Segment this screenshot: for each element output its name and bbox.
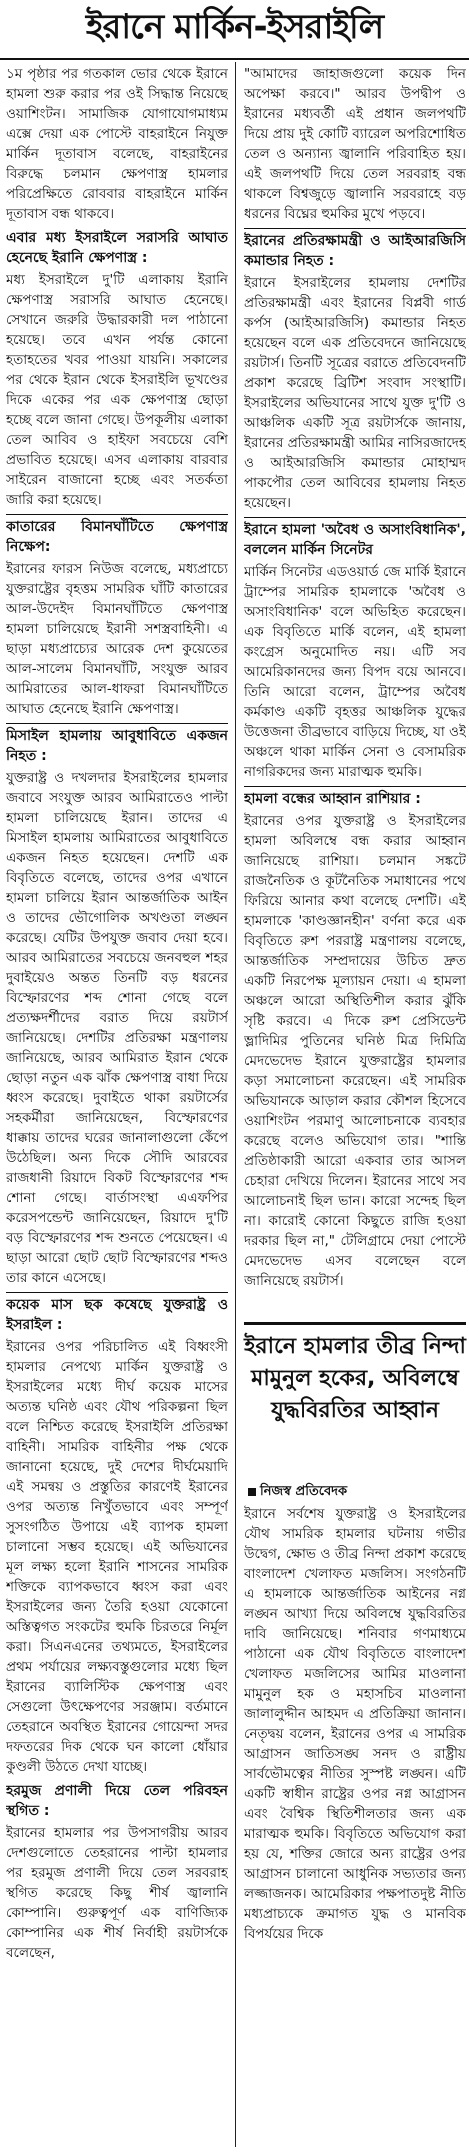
column-divider [235, 62, 236, 2147]
paragraph-hormuz: ইরানের হামলার পর উপসাগরীয় আরব দেশগুলোতে তেহরানের পাল্টা হামলার পর হরমুজ প্রণালী দিয়ে তেল সরবরাহ স্থগিত করেছে কিছু শীর্ষ জ্বালানি কোম্পানি। গুরুত্বপূর্ণ এক বাণিজ্যিক কোম্পানির এক শীর্ষ নির্বাহী রয়টার্সকে বলেছেন, [6, 1825, 228, 1961]
subhead-abu-dhabi: মিসাইল হামলায় আবুধাবিতে একজন নিহত : [6, 728, 228, 764]
paragraph-months-planning: ইরানের ওপর পরিচালিত এই বিধ্বংসী হামলার নেপথ্যে মার্কিন যুক্তরাষ্ট্র ও ইসরাইলের মধ্যে দীর্ঘ কয়েক মাসের অত্যন্ত ঘনিষ্ঠ এবং যৌথ পরিকল্পনা ছিল বলে নিশ্চিত করেছে ইসরাইলি প্রতিরক্ষা বাহিনী। সামরিক বাহিনীর পক্ষ থেকে জানানো হয়েছে, দুই দেশের দীর্ঘমেয়াদি এই সমন্বয় ও প্রস্তুতির কারণেই ইরানের ওপর অত্যন্ত নিখুঁতভাবে এবং সম্পূর্ণ সুসংগঠিত উপায়ে এই ব্যাপক হামলা চালানো সম্ভব হয়েছে। এই অভিযানের মূল লক্ষ্য হলো ইরানি শাসনের সামরিক শক্তিকে ব্যাপকভাবে ধ্বংস করা এবং ইসরাইলের জন্য তৈরি হওয়া যেকোনো অস্তিত্বগত সংকটের হুমকি চিরতরে নির্মূল করা। সিএনএনের তথ্যমতে, ইসরাইলের প্রথম পর্যায়ের লক্ষ্যবস্তুগুলোর মধ্যে ছিল ইরানের ব্যালিস্টিক ক্ষেপণাস্ত্র এবং সেগুলো উৎক্ষেপণের সরঞ্জাম। বর্তমানে তেহরানে অবস্থিত ইরানের গোয়েন্দা সদর দফতরের দিক থেকে ঘন কালো ধোঁয়ার কুণ্ডলী উঠতে দেখা যাচ্ছে। [6, 1339, 228, 1775]
subhead-hormuz: হরমুজ প্রণালী দিয়ে তেল পরিবহন স্থগিত : [6, 1783, 228, 1819]
paragraph-ships-wait: "আমাদের জাহাজগুলো কয়েক দিন অপেক্ষা করবে।" আরব উপদ্বীপ ও ইরানের মধ্যবর্তী এই প্রধান জলপথটি দিয়ে প্রায় দুই কোটি ব্যারেল অপরিশোধিত তেল ও অন্যান্য জ্বালানি পরিবাহিত হয়। এই জলপথটি দিয়ে তেল সরবরাহ বন্ধ থাকলে বিশ্বজুড়ে জ্বালানি সরবরাহে বড় ধরনের বিঘ্নের হুমকির মুখে পড়বে। [244, 66, 466, 222]
subhead-defense-minister: ইরানের প্রতিরক্ষামন্ত্রী ও আইআরজিসি কমান্ডার নিহত : [244, 233, 466, 269]
subhead-russia: হামলা বন্ধের আহ্বান রাশিয়ার : [244, 791, 421, 807]
section-rule [244, 517, 466, 518]
bullet-square-icon [248, 1488, 256, 1496]
second-article-byline [248, 1482, 463, 1503]
second-article-paragraph: ইরানে সর্বশেষ যুক্তরাষ্ট্র ও ইসরাইলের যৌথ সামরিক হামলার ঘটনায় গভীর উদ্বেগ, ক্ষোভ ও তীব্র নিন্দা প্রকাশ করেছে বাংলাদেশ খেলাফত মজলিস। সংগঠনটি এ হামলাকে আন্তর্জাতিক আইনের নগ্ন লঙ্ঘন আখ্যা দিয়ে অবিলম্বে যুদ্ধবিরতির দাবি জানিয়েছে। শনিবার গণমাধ্যমে পাঠানো এক যৌথ বিবৃতিতে বাংলাদেশ খেলাফত মজলিসের আমির মাওলানা মামুনুল হক ও মহাসচিব মাওলানা জালালুদ্দীন আহমদ এ প্রতিক্রিয়া জানান। নেতৃদ্বয় বলেন, ইরানের ওপর এ সামরিক আগ্রাসন জাতিসঙ্ঘ সনদ ও রাষ্ট্রীয় সার্বভৌমত্বের নীতির সুস্পষ্ট লঙ্ঘন। এটি একটি স্বাধীন রাষ্ট্রের ওপর নগ্ন আগ্রাসন এবং বৈশ্বিক স্থিতিশীলতার জন্য এক মারাত্মক হুমকি। বিবৃতিতে অভিযোগ করা হয় যে, শক্তির জোরে অন্য রাষ্ট্রের ওপর আগ্রাসন চালানো আধুনিক সভ্যতার জন্য লজ্জাজনক। আমেরিকার পক্ষপাতদুষ্ট নীতি মধ্যপ্রাচ্যকে ক্রমাগত যুদ্ধ ও মানবিক বিপর্যয়ের দিকে [244, 1506, 466, 1942]
paragraph-us-senator: মার্কিন সিনেটর এডওয়ার্ড জে মার্কি ইরানে ট্রাম্পের সামরিক হামলাকে 'অবৈধ ও অসাংবিধানিক' বলে অভিহিত করেছেন। এক বিবৃতিতে মার্কি বলেন, এই হামলা কংগ্রেস অনুমোদিত নয়। এটি সব আমেরিকানদের জন্য বিপদ বয়ে আনবে। তিনি আরো বলেন, ট্রাম্পের অবৈধ কর্মকাণ্ড একটি বৃহত্তর আঞ্চলিক যুদ্ধের উত্তেজনা তীব্রভাবে বাড়িয়ে দিচ্ছে, যা ওই অঞ্চলে থাকা মার্কিন সেনা ও বেসামরিক নাগরিকদের জন্য মারাত্মক হুমকি। [244, 564, 466, 780]
section-rule [6, 514, 228, 515]
subhead-central-israel: এবার মধ্য ইসরাইলে সরাসরি আঘাত হেনেছে ইরানি ক্ষেপণাস্ত্র : [6, 230, 228, 266]
subhead-months-planning: কয়েক মাস ছক কষেছে যুক্তরাষ্ট্র ও ইসরাইল : [6, 1297, 228, 1333]
subhead-qatar-base: কাতারের বিমানঘাঁটিতে ক্ষেপণাস্ত্র নিক্ষেপ: [6, 519, 228, 555]
paragraph-central-israel: মধ্য ইসরাইলে দু'টি এলাকায় ইরানি ক্ষেপণাস্ত্র সরাসরি আঘাত হেনেছে। সেখানে জরুরি উদ্ধারকারী দল পাঠানো হয়েছে। তবে এখন পর্যন্ত কোনো হতাহতের খবর পাওয়া যায়নি। সকালের পর থেকে ইরান থেকে ইসরাইলি ভূখণ্ডের দিকে একের পর এক ক্ষেপণাস্ত্র ছোড়া হচ্ছে বলে জানা গেছে। উপকূলীয় এলাকা তেল আবিব ও হাইফা সবচেয়ে বেশি প্রভাবিত হয়েছে। এসব এলাকায় বারবার সাইরেন বাজানো হচ্ছে এবং সতর্কতা জারি করা হয়েছে। [6, 272, 228, 508]
page-headline: ইরানে মার্কিন-ইসরাইলি [0, 0, 469, 60]
section-rule [6, 1292, 228, 1293]
second-article-headline: ইরানে হামলার তীব্র নিন্দা মামুনুল হকের, অবিলম্বে যুদ্ধবিরতির আহ্বান [244, 1322, 466, 1481]
right-column [244, 64, 466, 1314]
section-rule [244, 228, 466, 229]
intro-paragraph: ১ম পৃষ্ঠার পর গতকাল ভোর থেকে ইরানে হামলা শুরু করার পর ওই সিদ্ধান্ত নিয়েছে ওয়াশিংটন। সামাজিক যোগাযোগমাধ্যম এক্সে দেয়া এক পোস্টে বাহরাইনে নিযুক্ত মার্কিন দূতাবাস বলেছে, বাহরাইনের বিরুদ্ধে চলমান ক্ষেপণাস্ত্র হামলার পরিপ্রেক্ষিতে রোববার বাহরাইনে মার্কিন দূতাবাস বন্ধ থাকবে। [6, 66, 228, 222]
second-article-body [244, 1504, 466, 2146]
byline-text: নিজস্ব প্রতিবেদক [260, 1484, 348, 1499]
paragraph-qatar-base: ইরানের ফারস নিউজ বলেছে, মধ্যপ্রাচ্যে যুক্তরাষ্ট্রের বৃহত্তম সামরিক ঘাঁটি কাতারের আল-উদেইদ বিমানঘাঁটিতে ক্ষেপণাস্ত্র হামলা চালিয়েছে ইরানী সশস্ত্রবাহিনী। এ ছাড়া মধ্যপ্রাচ্যের আরেক দেশ কুয়েতের আল-সালেম বিমানঘাঁটি, সংযুক্ত আরব আমিরাতের আল-ধাফরা বিমানঘাঁটিতে আঘাত হেনেছে ইরানি ক্ষেপণাস্ত্র। [6, 561, 228, 717]
section-rule [244, 786, 466, 787]
paragraph-abu-dhabi: যুক্তরাষ্ট্র ও দখলদার ইসরাইলের হামলার জবাবে সংযুক্ত আরব আমিরাতেও পাল্টা হামলা চালিয়েছে ইরান। তাদের এ মিসাইল হামলায় আমিরাতের আবুধাবিতে একজন নিহত হয়েছেন। দেশটি এক বিবৃতিতে বলেছে, তাদের ওপর এখানে হামলা চালিয়ে ইরান আন্তর্জাতিক আইন ও তাদের ভৌগোলিক অখণ্ডতা লঙ্ঘন করেছে। যেটির উপযুক্ত জবাব দেয়া হবে। আরব আমিরাতের সবচেয়ে জনবহুল শহর দুবাইয়েও অন্তত তিনটি বড় ধরনের বিস্ফোরণের শব্দ শোনা গেছে বলে প্রত্যক্ষদর্শীদের বরাত দিয়ে রয়টার্স জানিয়েছে। দেশটির প্রতিরক্ষা মন্ত্রণালয় জানিয়েছে, আরব আমিরাত ইরান থেকে ছোড়া নতুন এক ঝাঁক ক্ষেপণাস্ত্র বাধা দিয়ে ধ্বংস করেছে। দুবাইতে থাকা রয়টার্সের সহকর্মীরা জানিয়েছেন, বিস্ফোরণের ধাক্কায় তাদের ঘরের জানালাগুলো কেঁপে উঠেছিল। অন্য দিকে সৌদি আরবের রাজধানী রিয়াদে বিকট বিস্ফোরণের শব্দ শোনা গেছে। বার্তাসংস্থা এএফপির করেসপন্ডেন্ট জানিয়েছেন, রিয়াদে দু'টি বড় বিস্ফোরণের শব্দ শুনতে পেয়েছেন। এ ছাড়া আরো ছোট ছোট বিস্ফোরণের শব্দও তার কানে এসেছে। [6, 770, 228, 1286]
left-column [6, 64, 228, 2146]
subhead-us-senator: ইরানে হামলা 'অবৈধ ও অসাংবিধানিক', বললেন মার্কিন সিনেটর [244, 522, 466, 558]
paragraph-russia: ইরানের ওপর যুক্তরাষ্ট্র ও ইসরাইলের হামলা অবিলম্বে বন্ধ করার আহ্বান জানিয়েছে রাশিয়া। চলমান সঙ্কটে রাজনৈতিক ও কূটনৈতিক সমাধানের পথে ফিরিয়ে আনার কথা বলেছে দেশটি। এই হামলাকে 'কাণ্ডজ্ঞানহীন' বর্ণনা করে এক বিবৃতিতে রুশ পররাষ্ট্র মন্ত্রণালয় বলেছে, আন্তর্জাতিক সম্প্রদায়ের উচিত দ্রুত একটি নিরপেক্ষ মূল্যায়ন দেয়া। এ হামলা অঞ্চলে আরো অস্থিতিশীল করার ঝুঁকি সৃষ্টি করবে। এ দিকে রুশ প্রেসিডেন্ট ভ্লাদিমির পুতিনের ঘনিষ্ঠ মিত্র দিমিত্রি মেদভেদেভ ইরানে যুক্তরাষ্ট্রের হামলার কড়া সমালোচনা করেছেন। এই সামরিক অভিযানকে আড়াল করার কৌশল হিসেবে ওয়াশিংটন পরমাণু আলোচনাকে ব্যবহার করেছে বলেও অভিযোগ তার। "শান্তি প্রতিষ্ঠাকারী আরো একবার তার আসল চেহারা দেখিয়ে দিলেন। ইরানের সাথে সব আলোচনাই ছিল ভান। কারো সন্দেহ ছিল না। কারোই কোনো কিছুতে রাজি হওয়া দরকার ছিল না," টেলিগ্রামে দেয়া পোস্টে মেদভেদেভ এসব বলেছেন বলে জানিয়েছে রয়টার্স। [244, 813, 466, 1289]
section-rule [6, 723, 228, 724]
paragraph-defense-minister: ইরানে ইসরাইলের হামলায় দেশটির প্রতিরক্ষামন্ত্রী এবং ইরানের বিপ্লবী গার্ড কর্পস (আইআরজিসি) কমান্ডার নিহত হয়েছেন বলে এক প্রতিবেদনে জানিয়েছে রয়টার্স। তিনটি সূত্রের বরাতে প্রতিবেদনটি প্রকাশ করেছে ব্রিটিশ সংবাদ সংস্থাটি। ইসরাইলের অভিযানের সাথে যুক্ত দু'টি ও আঞ্চলিক একটি সূত্র রয়টার্সকে জানায়, ইরানের প্রতিরক্ষামন্ত্রী আমির নাসিরজাদেহ ও আইআরজিসি কমান্ডার মোহাম্মদ পাকপৌর তেল আবিবের হামলায় নিহত হয়েছেন। [244, 275, 466, 511]
